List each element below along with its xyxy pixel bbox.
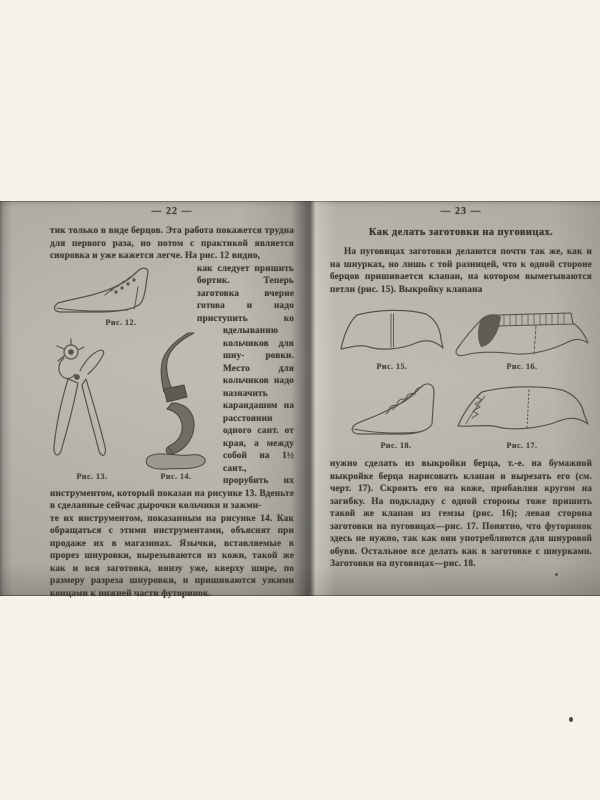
right-page-number: — 23 — bbox=[440, 206, 482, 217]
figures-row-1 bbox=[330, 302, 592, 371]
left-wrap-section bbox=[50, 263, 294, 513]
figure-14-caption: Рис. 14. bbox=[160, 472, 192, 481]
figure-14-eyelet-press-illustration bbox=[138, 331, 216, 471]
figure-17-block bbox=[452, 381, 592, 450]
figure-13-caption: Рис. 13. bbox=[76, 472, 108, 481]
figures-row-2 bbox=[330, 377, 592, 450]
ink-speck bbox=[555, 573, 558, 576]
right-page bbox=[330, 206, 592, 571]
figure-15-quarter-pattern-illustration bbox=[338, 306, 446, 360]
left-paragraph-top: тик только в виде берцов. Эта работа покажется трудна для первого раза, но потом с практикой является сноровка и уже кажется легче. На рис. 12 видно, bbox=[50, 226, 294, 261]
right-paragraph-bottom: нужно сделать из выкройки берца, т.-е. на бумажной выкройке берца нарисовать клапан и вырезать его (см. черт. 17). Скроить его на коже, прибавляя кругом на загибку. На подкладку с одной стороны тоже пришить такой же клапан из гемзы (рис. 16); левая сторона заготовки на пуговицах—рис. 17. Понятно, что футоринок здесь не нужно, так как они употребляются для шнуровой обуви. Остальное все делать как в заготовке с шнурками. Заготовки на пуговицах—рис. 18. bbox=[330, 459, 592, 569]
figure-12-caption: Рис. 12. bbox=[105, 317, 137, 327]
left-paragraph-wrap-b: ровки. Место для кольчиков надо назначить карандашом на расстоянии одного сант. от края, а между собой на 1½ сант., прорубить их инструментом, который показан на рисунке 13. Вденьте в сделанные сейчас дырочки кольчики и зажми- bbox=[50, 351, 294, 511]
figure-18-caption: Рис. 18. bbox=[380, 441, 412, 450]
left-page-number: — 22 — bbox=[151, 206, 193, 217]
figure-12-boot-illustration bbox=[50, 265, 184, 317]
figure-15-block bbox=[338, 306, 446, 371]
figure-18-block bbox=[346, 377, 446, 450]
figure-17-caption: Рис. 17. bbox=[506, 441, 538, 450]
left-paragraph-wrap-a: как следует пришить бортик. Теперь заготовка вчерне готова и надо приступить ко вделыванию кольчиков для шну- bbox=[197, 263, 294, 361]
right-paragraph-top: На пуговицах заготовки делаются почти так же, как и на шнурках, но лишь с той разницей, что к одной стороне берцов пришивается клапан, на котором выметываются петли (рис. 15). Выкройку клапана bbox=[330, 247, 592, 295]
figure-13-14-block bbox=[50, 331, 218, 484]
figure-16-caption: Рис. 16. bbox=[506, 362, 538, 371]
figure-12-block bbox=[50, 265, 192, 330]
figure-15-caption: Рис. 15. bbox=[376, 362, 408, 371]
figure-13-punch-pliers-illustration bbox=[50, 337, 138, 471]
chapter-heading: Как делать заготовки на пуговицах. bbox=[368, 227, 554, 238]
ink-speck bbox=[569, 717, 573, 722]
left-page bbox=[50, 206, 294, 600]
figure-17-scalloped-pattern-illustration bbox=[452, 381, 592, 439]
figure-16-pattern-with-flap-illustration bbox=[452, 302, 592, 360]
left-paragraph-bottom: те их инструментом, показанным на рисунке 14. Как обращаться с этими инструментами, объяснят при продаже их в магазинах. Язычки, вставляемые в прорез шнуровки, вырезываются из кожи, такой же как и вся заготовка, внизу уже, кверху шире, по размеру разреза шнуровки, и пришиваются узкими концами к нижней части футоринок. bbox=[50, 513, 294, 599]
figure-18-button-boot-illustration bbox=[346, 377, 446, 439]
figure-16-block bbox=[452, 302, 592, 371]
